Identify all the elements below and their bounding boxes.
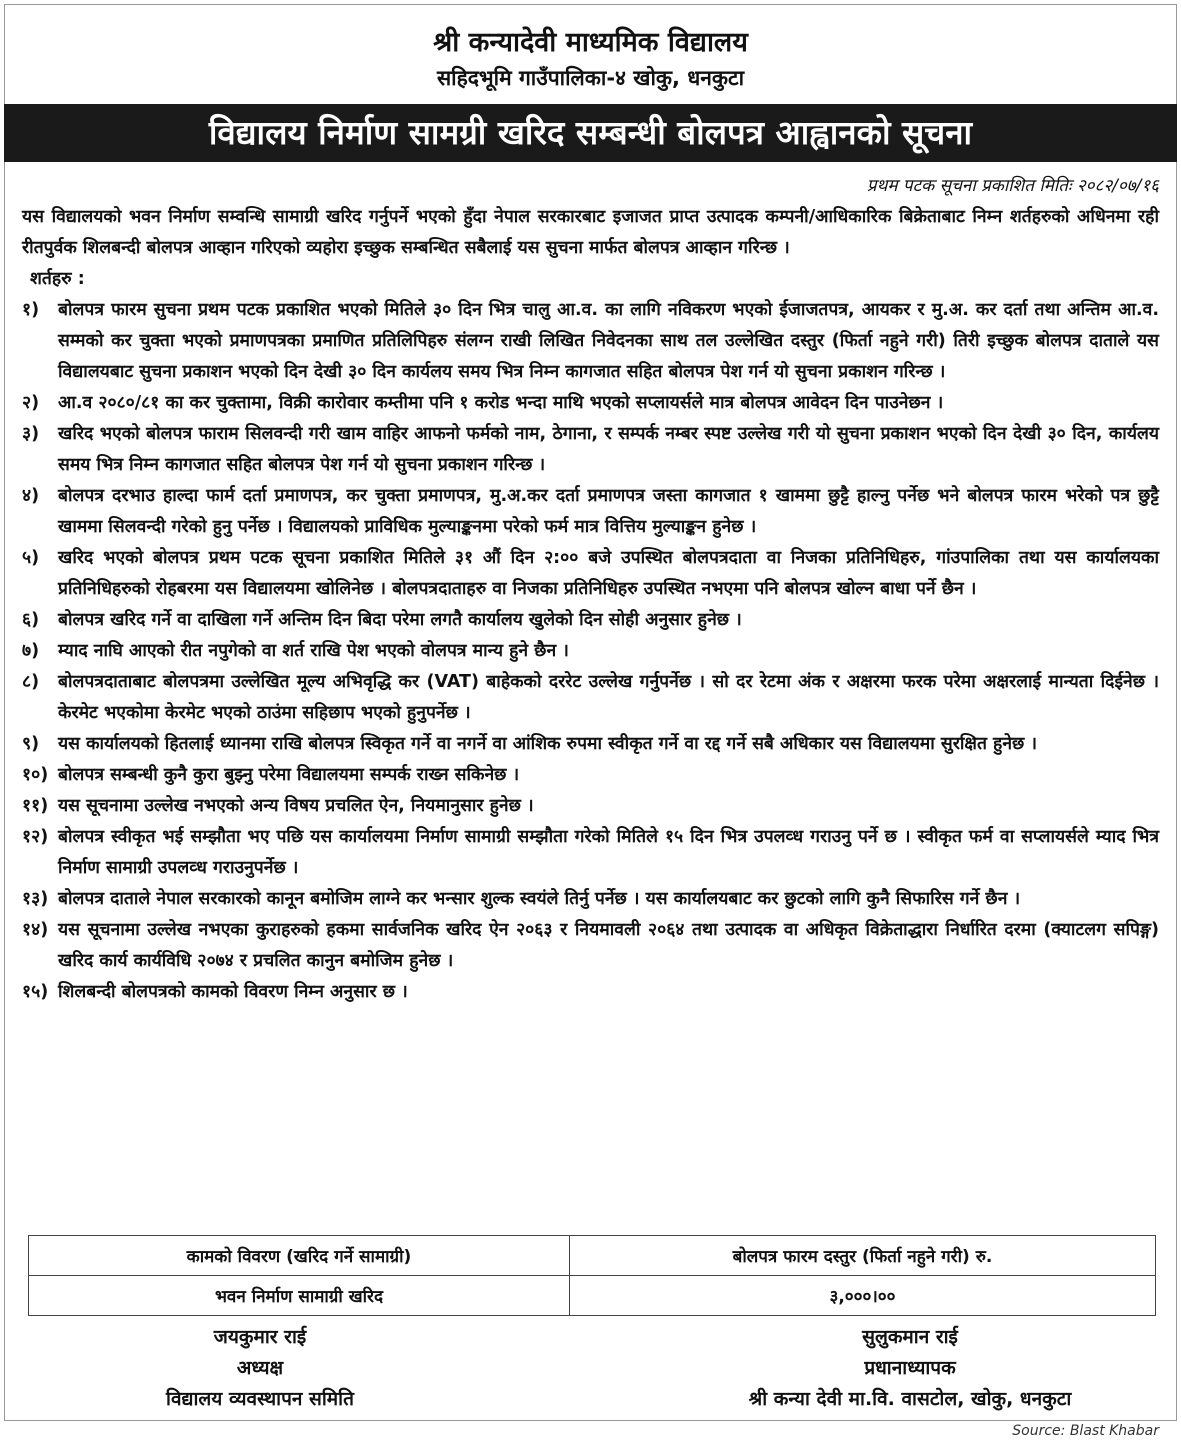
condition-text: म्याद नाघि आएको रीत नपुगेको वा शर्त राखि पेश भएको वोलपत्र मान्य हुने छैन । xyxy=(58,641,569,661)
condition-item xyxy=(22,729,1159,760)
condition-number: १०) xyxy=(22,765,49,785)
condition-item xyxy=(22,884,1159,915)
signer-org: श्री कन्या देवी मा.वि. वासटोल, खोकु, धनकुटा xyxy=(748,1388,1072,1410)
condition-number: १५) xyxy=(22,982,49,1002)
condition-text: बोलपत्र दरभाउ हाल्दा फार्म दर्ता प्रमाणपत्र, कर चुक्ता प्रमाणपत्र, मु.अ.कर दर्ता प्रमाणपत्र जस्ता कागजात १ खाममा छुट्टै हाल्नु पर्नेछ भने बोलपत्र फारम भरेको पत्र छुट्टै खाममा सिलवन्दी गरेको हुनु पर्नेछ । विद्यालयको प्राविधिक मुल्याङ्कनमा परेको फर्म मात्र वित्तिय मुल्याङ्कन हुनेछ । xyxy=(58,486,1159,537)
condition-text: बोलपत्र सम्बन्धी कुनै कुरा बुझ्नु परेमा विद्यालयमा सम्पर्क राख्न सकिनेछ । xyxy=(58,765,520,785)
condition-number: १३) xyxy=(22,889,49,909)
conditions-list xyxy=(22,295,1159,1008)
conditions-label: शर्तहरु : xyxy=(30,269,85,289)
fee-table xyxy=(28,1235,1156,1316)
table-header: बोलपत्र फारम दस्तुर (फिर्ता नहुने गरी) रु. xyxy=(569,1236,1155,1276)
table-header: कामको विवरण (खरिद गर्ने सामाग्री) xyxy=(29,1236,570,1276)
school-address: सहिदभूमि गाउँपालिका-४ खोकु, धनकुटा xyxy=(436,66,745,90)
condition-number: ३) xyxy=(22,424,40,444)
signer-name: सुलुकमान राई xyxy=(862,1326,958,1348)
condition-number: ५) xyxy=(22,548,40,568)
condition-number: १२) xyxy=(22,827,49,847)
condition-text: यस सूचनामा उल्लेख नभएका कुराहरुको हकमा सार्वजनिक खरिद ऐन २०६३ र नियमावली २०६४ तथा उत्पादक वा अधिकृत विक्रेताद्धारा निर्धारित दरमा (क्याटलग सपिङ्ग) खरिद कार्य कार्यविधि २०७४ र प्रचलित कानुन बमोजिम हुनेछ । xyxy=(58,920,1159,971)
condition-number: ४) xyxy=(22,486,40,506)
condition-number: ६) xyxy=(22,610,40,630)
condition-number: २) xyxy=(22,393,40,413)
condition-text: बोलपत्र स्वीकृत भई सम्झौता भए पछि यस कार्यालयमा निर्माण सामाग्री सम्झौता गरेको मितिले १५ दिन भित्र उपलव्ध गराउनु पर्ने छ । स्वीकृत फर्म वा सप्लायर्सले म्याद भित्र निर्माण सामाग्री उपलव्ध गराउनुपर्नेछ । xyxy=(58,827,1159,878)
condition-number: ८) xyxy=(22,672,40,692)
source-credit: Source: Blast Khabar xyxy=(1012,1423,1159,1439)
notice-body xyxy=(22,202,1159,1008)
intro-paragraph: यस विद्यालयको भवन निर्माण सम्वन्धि सामाग्री खरिद गर्नुपर्ने भएको हुँदा नेपाल सरकारबाट इजाजत प्राप्त उत्पादक कम्पनी/आधिकारिक बिक्रेताबाट निम्न शर्तहरुको अधिनमा रही रीतपुर्वक शिलबन्दी बोलपत्र आव्हान गरिएको व्यहोरा इच्छुक सम्बन्धित सबैलाई यस सुचना मार्फत बोलपत्र आव्हान गरिन्छ । xyxy=(22,207,1159,258)
condition-text: बोलपत्र खरिद गर्ने वा दाखिला गर्ने अन्तिम दिन बिदा परेमा लगतै कार्यालय खुलेको दिन सोही अनुसार हुनेछ । xyxy=(58,610,742,630)
signature-chairperson xyxy=(60,1322,460,1415)
table-row xyxy=(29,1276,1156,1316)
table-cell: ३,०००।०० xyxy=(569,1276,1155,1316)
signer-title: अध्यक्ष xyxy=(236,1357,284,1379)
condition-text: बोलपत्र दाताले नेपाल सरकारको कानून बमोजिम लाग्ने कर भन्सार शुल्क स्वयंले तिर्नु पर्नेछ । यस कार्यालयबाट कर छुटको लागि कुनै सिफारिस गर्ने छैन । xyxy=(58,889,1021,909)
signature-principal xyxy=(660,1322,1160,1415)
condition-text: बोलपत्र फारम सुचना प्रथम पटक प्रकाशित भएको मितिले ३० दिन भित्र चालु आ.व. का लागि नविकरण भएको ईजाजतपत्र, आयकर र मु.अ. कर दर्ता तथा अन्तिम आ.व. सम्मको कर चुक्ता भएको प्रमाणपत्रका प्रमाणित प्रतिलिपिहरु संलग्न राखी लिखित निवेदनका साथ तल उल्लेखित दस्तुर (फिर्ता नहुने गरी) तिरी इच्छुक बोलपत्र दाताले यस विद्यालयबाट सुचना प्रकाशन भएको दिन देखी ३० दिन कार्यलय समय भित्र निम्न कागजात सहित बोलपत्र पेश गर्न यो सुचना प्रकाशन गरिन्छ । xyxy=(58,300,1159,382)
table-header-row xyxy=(29,1236,1156,1276)
condition-item xyxy=(22,295,1159,388)
condition-number: ११) xyxy=(22,796,49,816)
condition-text: खरिद भएको बोलपत्र प्रथम पटक सूचना प्रकाशित मितिले ३१ औं दिन २:०० बजे उपस्थित बोलपत्रदाता वा निजका प्रतिनिधिहरु, गांउपालिका तथा यस कार्यालयका प्रतिनिधिहरुको रोहबरमा यस विद्यालयमा खोलिनेछ । बोलपत्रदाताहरु वा निजका प्रतिनिधिहरु उपस्थित नभएमा पनि बोलपत्र खोल्न बाधा पर्ने छैन । xyxy=(58,548,1159,599)
condition-item xyxy=(22,791,1159,822)
condition-item xyxy=(22,419,1159,481)
condition-number: ७) xyxy=(22,641,40,661)
notice-title-banner: विद्यालय निर्माण सामग्री खरिद सम्बन्धी बोलपत्र आह्वानको सूचना xyxy=(4,104,1177,162)
condition-item xyxy=(22,636,1159,667)
school-name: श्री कन्यादेवी माध्यमिक विद्यालय xyxy=(433,27,748,58)
condition-item xyxy=(22,822,1159,884)
signer-title: प्रधानाध्यापक xyxy=(864,1357,956,1379)
condition-item xyxy=(22,388,1159,419)
condition-text: आ.व २०८०/८१ का कर चुक्तामा, विक्री कारोवार कम्तीमा पनि १ करोड भन्दा माथि भएको सप्लायर्सले मात्र बोलपत्र आवेदन दिन पाउनेछन । xyxy=(58,393,944,413)
condition-number: ९) xyxy=(22,734,40,754)
condition-text: खरिद भएको बोलपत्र फाराम सिलवन्दी गरी खाम वाहिर आफनो फर्मको नाम, ठेगाना, र सम्पर्क नम्बर स्पष्ट उल्लेख गरी यो सुचना प्रकाशन भएको दिन देखी ३० दिन, कार्यलय समय भित्र निम्न कागजात सहित बोलपत्र पेश गर्न यो सुचना प्रकाशन गरिन्छ । xyxy=(58,424,1159,475)
condition-number: १) xyxy=(22,300,40,320)
condition-item xyxy=(22,543,1159,605)
condition-text: यस सूचनामा उल्लेख नभएको अन्य विषय प्रचलित ऐन, नियमानुसार हुनेछ । xyxy=(58,796,534,816)
condition-item xyxy=(22,915,1159,977)
publish-date: प्रथम पटक सूचना प्रकाशित मितिः २०८२/०७/१६ xyxy=(866,176,1159,196)
condition-item xyxy=(22,481,1159,543)
condition-item xyxy=(22,760,1159,791)
condition-item xyxy=(22,605,1159,636)
signer-org: विद्यालय व्यवस्थापन समिति xyxy=(166,1388,354,1410)
signer-name: जयकुमार राई xyxy=(213,1326,307,1348)
condition-item xyxy=(22,977,1159,1008)
condition-item xyxy=(22,667,1159,729)
condition-text: बोलपत्रदाताबाट बोलपत्रमा उल्लेखित मूल्य अभिवृद्धि कर (VAT) बाहेकको दररेट उल्लेख गर्नुपर्नेछ । सो दर रेटमा अंक र अक्षरमा फरक परेमा अक्षरलाई मान्यता दिईनेछ । केरमेट भएकोमा केरमेट भएको ठाउंमा सहिछाप भएको हुनुपर्नेछ । xyxy=(58,672,1159,723)
condition-number: १४) xyxy=(22,920,49,940)
condition-text: शिलबन्दी बोलपत्रको कामको विवरण निम्न अनुसार छ । xyxy=(58,982,408,1002)
table-cell: भवन निर्माण सामाग्री खरिद xyxy=(29,1276,570,1316)
condition-text: यस कार्यालयको हितलाई ध्यानमा राखि बोलपत्र स्विकृत गर्ने वा नगर्ने वा आंशिक रुपमा स्वीकृत गर्ने वा रद्द गर्ने सबै अधिकार यस विद्यालयमा सुरक्षित हुनेछ । xyxy=(58,734,1038,754)
